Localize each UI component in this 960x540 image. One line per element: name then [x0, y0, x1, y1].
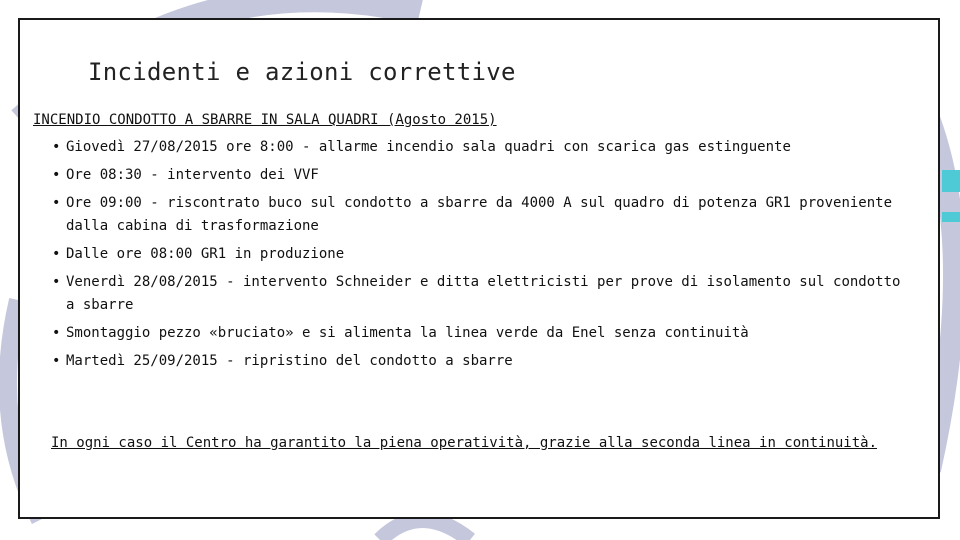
bullet-item: [48, 164, 908, 187]
bullet-item: [48, 322, 908, 345]
bullet-text: Giovedì 27/08/2015 ore 8:00 - allarme incendio sala quadri con scarica gas estinguente: [66, 139, 791, 155]
bullet-text: Martedì 25/09/2015 - ripristino del condotto a sbarre: [66, 353, 513, 369]
bullet-dot-icon: •: [52, 139, 61, 155]
bullet-item: [48, 271, 908, 317]
bullet-dot-icon: •: [52, 325, 61, 341]
decor-accent-2: [942, 212, 960, 222]
bullet-text: Ore 09:00 - riscontrato buco sul condotto a sbarre da 4000 A sul quadro di potenza GR1 proveniente dalla cabina di trasformazione: [66, 195, 893, 234]
bullet-item: [48, 243, 908, 266]
bullet-dot-icon: •: [52, 246, 61, 262]
decor-arc-bottom: [380, 520, 470, 540]
conclusion-text: In ogni caso il Centro ha garantito la piena operatività, grazie alla seconda linea in continuità.: [51, 435, 878, 451]
bullet-item: [48, 350, 908, 373]
bullet-text: Dalle ore 08:00 GR1 in produzione: [66, 246, 345, 262]
bullet-text: Venerdì 28/08/2015 - intervento Schneider e ditta elettricisti per prove di isolamento sul condotto a sbarre: [66, 274, 901, 313]
slide-title: Incidenti e azioni correttive: [88, 58, 516, 86]
decor-accent-1: [942, 170, 960, 192]
bullet-text: Ore 08:30 - intervento dei VVF: [66, 167, 319, 183]
bullet-dot-icon: •: [52, 353, 61, 369]
bullet-dot-icon: •: [52, 195, 61, 211]
bullet-dot-icon: •: [52, 274, 61, 290]
bullet-item: [48, 192, 908, 238]
bullet-item: [48, 136, 908, 159]
bullet-text: Smontaggio pezzo «bruciato» e si alimenta la linea verde da Enel senza continuità: [66, 325, 749, 341]
bullet-list: [48, 136, 908, 378]
bullet-dot-icon: •: [52, 167, 61, 183]
section-heading: INCENDIO CONDOTTO A SBARRE IN SALA QUADRI (Agosto 2015): [33, 112, 497, 128]
slide-content-box: [18, 18, 940, 519]
